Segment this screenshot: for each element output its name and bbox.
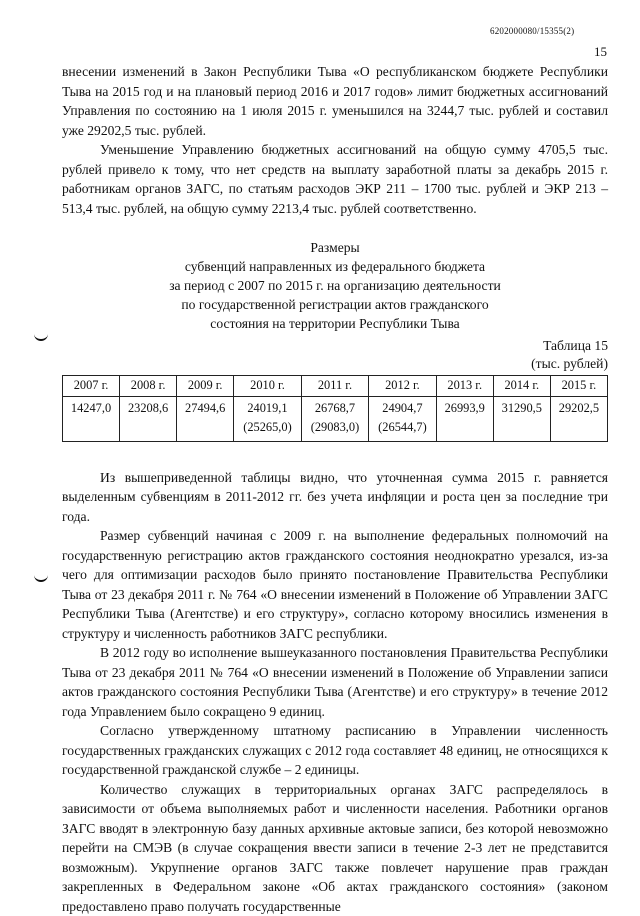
table-cell: 26993,9 — [436, 396, 493, 441]
table-cell: 24904,7 (26544,7) — [369, 396, 436, 441]
column-header: 2011 г. — [301, 376, 368, 397]
table-units: (тыс. рублей) — [62, 355, 608, 373]
column-header: 2013 г. — [436, 376, 493, 397]
margin-mark — [34, 331, 48, 341]
document-code: 6202000080/15355(2) — [490, 26, 574, 36]
subventions-table — [62, 375, 608, 442]
column-header: 2012 г. — [369, 376, 436, 397]
column-header: 2007 г. — [63, 376, 120, 397]
document-body — [62, 62, 608, 916]
title-line: по государственной регистрации актов гражданского — [62, 295, 608, 314]
paragraph: Из вышеприведенной таблицы видно, что уточненная сумма 2015 г. равняется выделенным субвенциям в 2011-2012 гг. без учета инфляции и роста цен за последние три года. — [62, 468, 608, 527]
column-header: 2008 г. — [120, 376, 177, 397]
column-header: 2009 г. — [177, 376, 234, 397]
table-cell: 27494,6 — [177, 396, 234, 441]
paragraph: Уменьшение Управлению бюджетных ассигнований на общую сумму 4705,5 тыс. рублей привело к тому, что нет средств на выплату заработной платы за декабрь 2015 г. работникам органов ЗАГС, по статьям расходов ЭКР 211 – 1700 тыс. рублей и ЭКР 213 – 513,4 тыс. рублей, на общую сумму 2213,4 тыс. рублей соответственно. — [62, 140, 608, 218]
title-line: Размеры — [62, 238, 608, 257]
table-cell: 26768,7 (29083,0) — [301, 396, 368, 441]
title-line: за период с 2007 по 2015 г. на организацию деятельности — [62, 276, 608, 295]
table-cell: 24019,1 (25265,0) — [234, 396, 301, 441]
table-cell: 23208,6 — [120, 396, 177, 441]
page-number: 15 — [594, 44, 607, 60]
table-caption — [62, 337, 608, 373]
paragraph: Количество служащих в территориальных органах ЗАГС распределялось в зависимости от объема выполняемых работ и численности населения. Работники органов ЗАГС вводят в электронную базу данных архивные актовые записи, без которой невозможно перейти на СМЭВ (в случае сокращения ввести записи в течение 2-3 лет не представится возможным). Укрупнение органов ЗАГС также повлечет нарушение прав граждан закрепленных в Федеральном законе «Об актах гражданского состояния» (законом предоставлено право получать государственные — [62, 780, 608, 916]
paragraph: внесении изменений в Закон Республики Тыва «О республиканском бюджете Республики Тыва на 2015 год и на плановый период 2016 и 2017 годов» лимит бюджетных ассигнований Управления по состоянию на 1 июля 2015 г. уменьшился на 3244,7 тыс. рублей и составил уже 29202,5 тыс. рублей. — [62, 62, 608, 140]
table-header-row — [63, 376, 608, 397]
title-line: состояния на территории Республики Тыва — [62, 314, 608, 333]
table-title — [62, 238, 608, 333]
table-number: Таблица 15 — [62, 337, 608, 355]
margin-mark — [34, 572, 48, 582]
table-cell: 29202,5 — [550, 396, 607, 441]
title-line: субвенций направленных из федерального бюджета — [62, 257, 608, 276]
column-header: 2010 г. — [234, 376, 301, 397]
column-header: 2014 г. — [493, 376, 550, 397]
table-cell: 14247,0 — [63, 396, 120, 441]
table-row — [63, 396, 608, 441]
table-cell: 31290,5 — [493, 396, 550, 441]
column-header: 2015 г. — [550, 376, 607, 397]
paragraph: В 2012 году во исполнение вышеуказанного постановления Правительства Республики Тыва от 23 декабря 2011 № 764 «О внесении изменений в Положение об Управлении записи актов гражданского состояния Республики Тыва (Агентстве) и его структуру» в течение 2012 года Управлением было сокращено 9 единиц. — [62, 643, 608, 721]
paragraph: Размер субвенций начиная с 2009 г. на выполнение федеральных полномочий на государственную регистрацию актов гражданского состояния неоднократно урезался, из-за чего для оптимизации расходов было принято постановление Правительства Республики Тыва от 23 декабря 2011 г. № 764 «О внесении изменений в Положение об Управлении ЗАГС Республики Тыва (Агентстве) и его структуру», согласно которому вносились изменения в структуру и численность работников ЗАГС республики. — [62, 526, 608, 643]
paragraph: Согласно утвержденному штатному расписанию в Управлении численность государственных гражданских служащих с 2012 года составляет 48 единиц, не относящихся к государственной гражданской службе – 2 единицы. — [62, 721, 608, 780]
